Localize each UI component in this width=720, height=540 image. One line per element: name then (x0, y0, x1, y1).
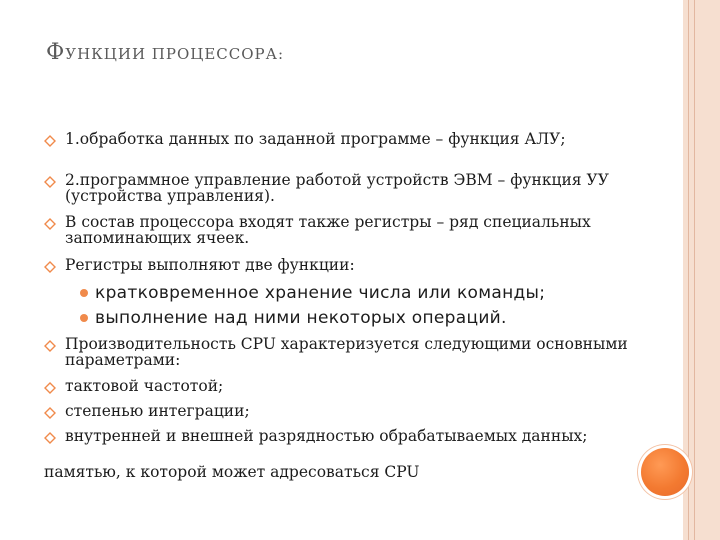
bullet-item (44, 257, 654, 273)
sub-bullet-text: выполнение над ними некоторых операций. (95, 308, 507, 328)
diamond-bullet-icon (44, 261, 56, 273)
diamond-bullet-icon (44, 407, 56, 419)
diamond-bullet-icon (44, 340, 56, 352)
decorative-edge-line (688, 0, 689, 540)
diamond-bullet-icon (44, 432, 56, 444)
bullet-item (44, 214, 654, 246)
sub-bullet-text: кратковременное хранение числа или команды; (95, 283, 546, 303)
bullet-item (44, 131, 654, 147)
bullet-text: В состав процессора входят также регистры – ряд специальных запоминающих ячеек. (65, 213, 591, 247)
bullet-text: тактовой частотой; (65, 377, 224, 395)
bullet-text: Регистры выполняют две функции: (65, 256, 355, 274)
filled-dot-icon (80, 314, 88, 322)
bullet-text: 2.программное управление работой устройств ЭВМ – функция УУ (устройства управления). (65, 171, 609, 205)
bullet-item (44, 172, 654, 204)
title-rest: УНКЦИИ ПРОЦЕССОРА (65, 45, 279, 63)
diamond-bullet-icon (44, 218, 56, 230)
bullet-item (44, 378, 654, 394)
bullet-text: внутренней и внешней разрядностью обрабатываемых данных; (65, 427, 588, 445)
diamond-bullet-icon (44, 382, 56, 394)
bullet-text: Производительность CPU характеризуется следующими основными параметрами: (65, 335, 628, 369)
bullet-item (44, 403, 654, 419)
diamond-bullet-icon (44, 176, 56, 188)
diamond-bullet-icon (44, 135, 56, 147)
bullet-text: степенью интеграции; (65, 402, 250, 420)
filled-dot-icon (80, 289, 88, 297)
trailing-text: памятью, к которой может адресоваться CPU (44, 463, 420, 481)
bullet-item (44, 428, 654, 444)
decorative-edge-line (694, 0, 695, 540)
bullet-text: 1.обработка данных по заданной программе – функция АЛУ; (65, 130, 566, 148)
title-colon: : (278, 45, 285, 63)
decorative-orange-circle (641, 448, 689, 496)
sub-bullet-item (80, 307, 660, 329)
sub-bullet-item (80, 282, 660, 304)
title-first-letter: Ф (46, 40, 66, 65)
bullet-item (44, 336, 654, 368)
slide-title (46, 40, 646, 65)
